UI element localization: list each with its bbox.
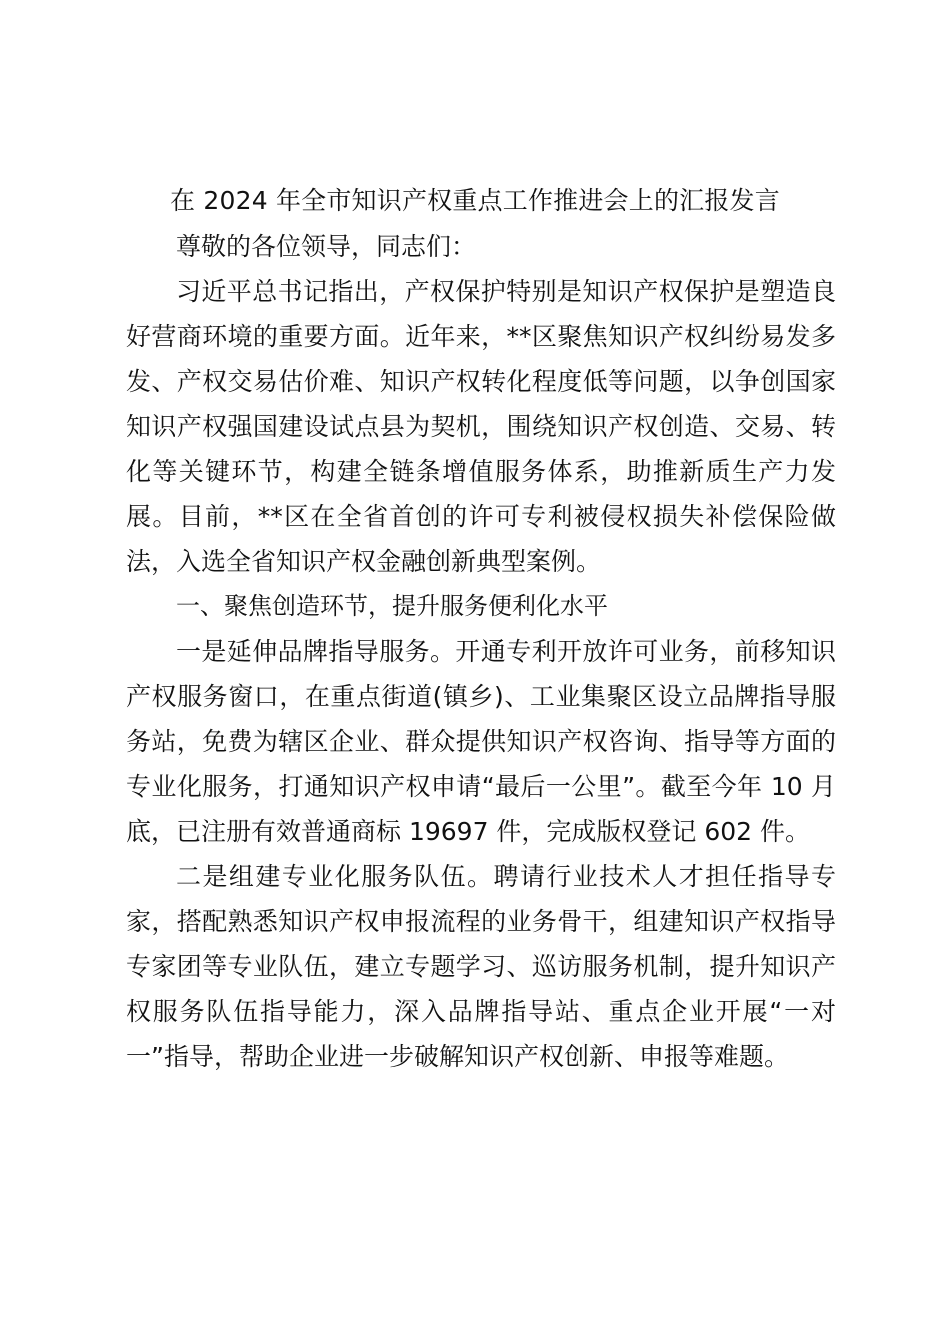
document-body xyxy=(126,224,836,1079)
paragraph-service-team: 二是组建专业化服务队伍。聘请行业技术人才担任指导专家，搭配熟悉知识产权申报流程的业务骨干，组建知识产权指导专家团等专业队伍，建立专题学习、巡访服务机制，提升知识产权服务队伍指导能力，深入品牌指导站、重点企业开展“一对一”指导，帮助企业进一步破解知识产权创新、申报等难题。 xyxy=(126,862,836,1071)
paragraph-brand-guidance: 一是延伸品牌指导服务。开通专利开放许可业务，前移知识产权服务窗口，在重点街道(镇乡)、工业集聚区设立品牌指导服务站，免费为辖区企业、群众提供知识产权咨询、指导等方面的专业化服务，打通知识产权申请“最后一公里”。截至今年 10 月底，已注册有效普通商标 19697 件，完成版权登记 602 件。 xyxy=(126,637,836,846)
document-title: 在 2024 年全市知识产权重点工作推进会上的汇报发言 xyxy=(170,186,780,215)
greeting: 尊敬的各位领导，同志们： xyxy=(176,232,477,261)
paragraph-intro: 习近平总书记指出，产权保护特别是知识产权保护是塑造良好营商环境的重要方面。近年来，**区聚焦知识产权纠纷易发多发、产权交易估价难、知识产权转化程度低等问题，以争创国家知识产权强国建设试点县为契机，围绕知识产权创造、交易、转化等关键环节，构建全链条增值服务体系，助推新质生产力发展。目前，**区在全省首创的许可专利被侵权损失补偿保险做法，入选全省知识产权金融创新典型案例。 xyxy=(126,277,836,576)
section-heading-1: 一、聚焦创造环节，提升服务便利化水平 xyxy=(176,592,608,620)
